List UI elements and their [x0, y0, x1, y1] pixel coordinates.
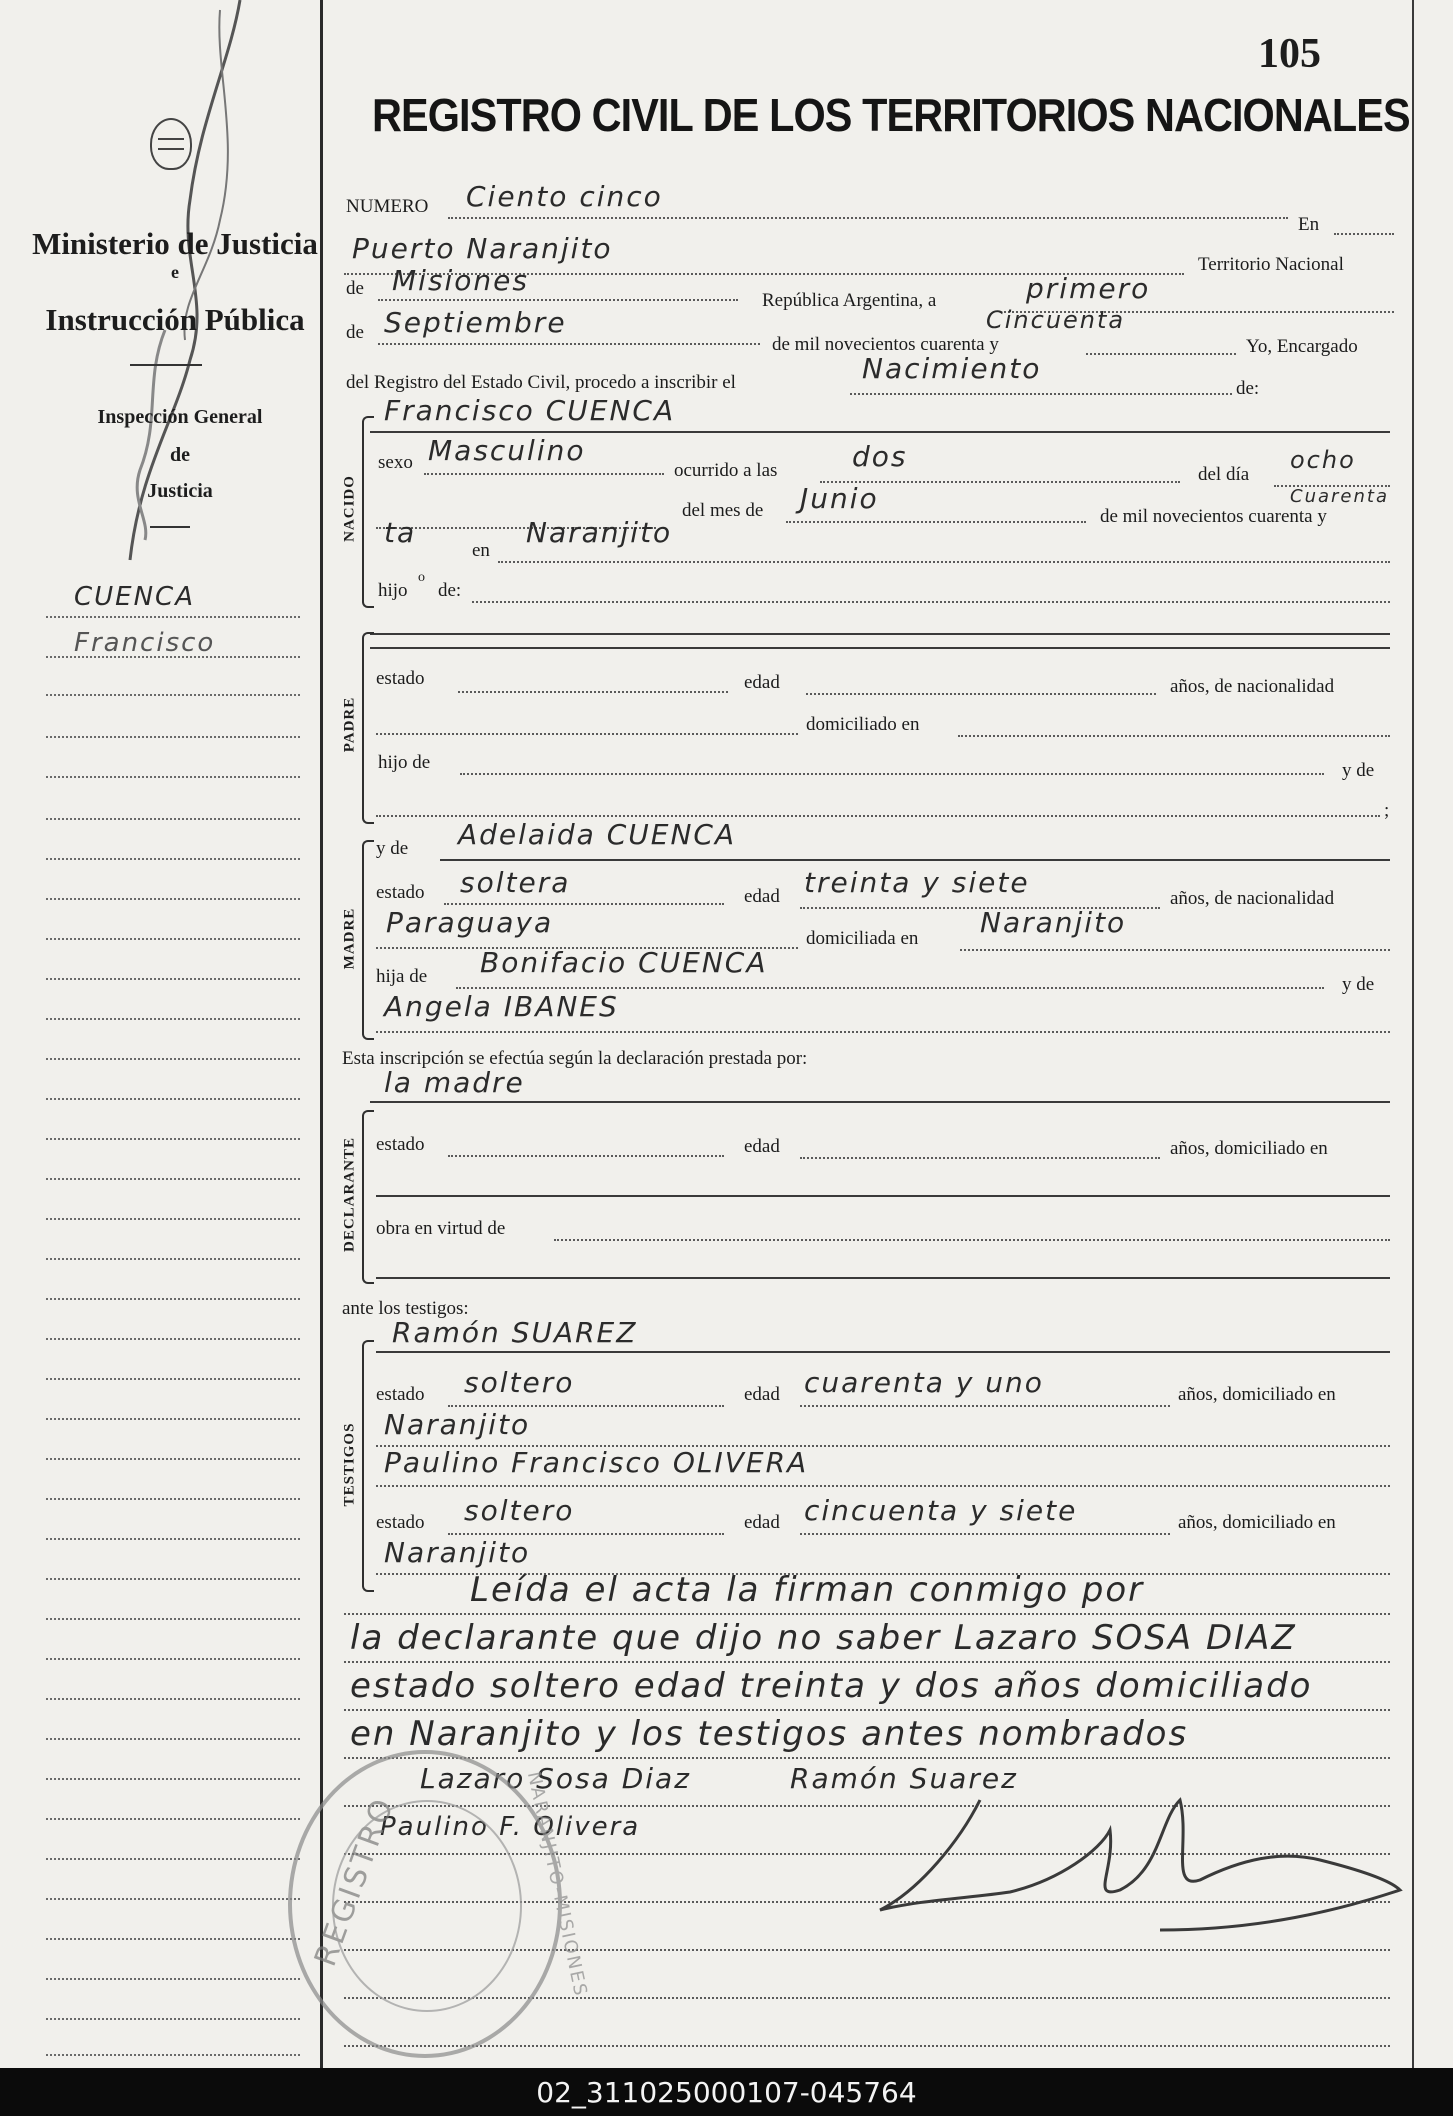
margin-line [46, 694, 300, 696]
dotted-line [378, 342, 760, 345]
signature-sosa-diaz: Lazaro Sosa Diaz [420, 1762, 691, 1795]
margin-line [46, 978, 300, 980]
anos-label: años, de nacionalidad [1170, 676, 1335, 697]
del-dia-label: del día [1198, 464, 1250, 485]
margin-line [46, 1978, 300, 1980]
dotted-line [1334, 232, 1394, 235]
de-colon-label: de: [438, 580, 462, 601]
signature-ramon-suarez: Ramón Suarez [790, 1762, 1018, 1795]
footer-bar [0, 2068, 1453, 2116]
de-colon-label: de: [1236, 378, 1260, 399]
day-value: primero [1026, 272, 1151, 305]
anos-label: años, domiciliado en [1178, 1512, 1336, 1533]
solid-line [376, 1350, 1390, 1353]
dotted-line [376, 1484, 1390, 1487]
act-type-value: Nacimiento [862, 352, 1042, 385]
year-label: de mil novecientos cuarenta y [1100, 506, 1327, 527]
inspection-line2: de [170, 444, 190, 466]
dotted-line [498, 560, 1390, 563]
dotted-line [448, 1154, 724, 1157]
dotted-line [1086, 352, 1236, 355]
dotted-line [344, 2044, 1390, 2047]
witness2-domicile: Naranjito [384, 1536, 531, 1569]
edad-label: edad [744, 1384, 780, 1405]
margin-line [46, 1018, 300, 1020]
margin-line [46, 1818, 300, 1820]
day-of-birth-value: ocho [1290, 446, 1356, 474]
year-suffix-value: ta [384, 516, 417, 549]
dotted-line [448, 1404, 724, 1407]
dotted-line [800, 1532, 1170, 1535]
margin-line [46, 616, 300, 618]
birth-place-value: Naranjito [526, 516, 673, 549]
hijo-de-label: hijo de [378, 752, 431, 773]
month-value: Septiembre [384, 306, 567, 339]
solid-line [376, 1276, 1390, 1279]
margin-line [46, 1098, 300, 1100]
edad-label: edad [744, 672, 780, 693]
y-de-label: y de [1342, 974, 1375, 995]
en-label: en [472, 540, 490, 561]
margin-line [46, 1938, 300, 1940]
margin-line [46, 1778, 300, 1780]
solid-line [370, 646, 1390, 649]
y-de-label: y de [1342, 760, 1375, 781]
mother-name: Adelaida CUENCA [458, 818, 737, 851]
margin-line [46, 1258, 300, 1260]
numero-label: NUMERO [346, 196, 429, 217]
margin-given-name: Francisco [74, 628, 216, 658]
dotted-line [958, 734, 1390, 737]
registro-label: del Registro del Estado Civil, procedo a inscribir el [346, 372, 736, 393]
margin-line [46, 1378, 300, 1380]
ministry-name-line1: Ministerio de Justicia [32, 226, 318, 261]
margin-line [46, 858, 300, 860]
inspection-line3: Justicia [147, 480, 213, 502]
hija-de-label: hija de [376, 966, 428, 987]
dotted-line [850, 392, 1240, 395]
month-of-birth-value: Junio [800, 482, 879, 515]
margin-line [46, 1698, 300, 1700]
maternal-grandfather-value: Bonifacio CUENCA [480, 946, 768, 979]
y-de-label: y de [376, 838, 409, 859]
edad-label: edad [744, 1512, 780, 1533]
dotted-line [448, 216, 1288, 219]
margin-line [46, 1338, 300, 1340]
signature-olivera: Paulino F. Olivera [380, 1812, 641, 1842]
margin-column [0, 0, 322, 2068]
dotted-line [960, 948, 1390, 951]
numero-value: Ciento cinco [466, 180, 663, 213]
dotted-line [800, 1404, 1170, 1407]
dotted-line [786, 520, 1086, 523]
obra-label: obra en virtud de [376, 1218, 506, 1239]
margin-line [46, 1418, 300, 1420]
anos-label: años, domiciliado en [1178, 1384, 1336, 1405]
coat-of-arms-icon [150, 118, 192, 170]
de-label: de [346, 278, 364, 299]
solid-line [376, 1194, 1390, 1197]
margin-rule [320, 0, 323, 2068]
margin-line [46, 1658, 300, 1660]
witness2-estado: soltero [464, 1494, 575, 1527]
section-bracket [362, 632, 374, 824]
dotted-line [344, 1612, 1390, 1615]
margin-surname: CUENCA [74, 582, 196, 612]
edad-label: edad [744, 886, 780, 907]
margin-line [46, 1898, 300, 1900]
semicolon: ; [1384, 800, 1390, 821]
dotted-line [458, 690, 728, 693]
yo-encargado-label: Yo, Encargado [1246, 336, 1358, 357]
testigos-intro: ante los testigos: [342, 1298, 469, 1319]
mother-estado-value: soltera [460, 866, 571, 899]
dotted-line [376, 814, 1380, 817]
annotation-line2: la declarante que dijo no saber Lazaro SOSA DIAZ [350, 1618, 1297, 1658]
dotted-line [378, 298, 738, 301]
madre-side-label: MADRE [341, 907, 358, 970]
year-label: de mil novecientos cuarenta y [772, 334, 999, 355]
solid-line [370, 632, 1390, 635]
stamp-text-right: NARANJITO-MISIONES [522, 1769, 592, 2000]
place-value: Puerto Naranjito [352, 232, 613, 265]
estado-label: estado [376, 668, 425, 689]
margin-line [46, 1218, 300, 1220]
nacido-side-label: NACIDO [341, 475, 358, 542]
province-value: Misiones [392, 264, 529, 297]
margin-line [46, 938, 300, 940]
margin-line [46, 736, 300, 738]
margin-line [46, 2018, 300, 2020]
year-of-birth-value: Cuarenta [1290, 486, 1389, 507]
margin-line [46, 1538, 300, 1540]
estado-label: estado [376, 1134, 425, 1155]
section-bracket [362, 416, 374, 608]
dotted-line [554, 1238, 1390, 1241]
section-bracket [362, 1110, 374, 1284]
domiciliada-label: domiciliada en [806, 928, 919, 949]
dotted-line [806, 692, 1156, 695]
sexo-label: sexo [378, 452, 413, 473]
territorio-label: Territorio Nacional [1198, 254, 1344, 275]
del-mes-label: del mes de [682, 500, 764, 521]
de-label: de [346, 322, 364, 343]
page-number: 105 [1258, 31, 1321, 77]
divider [130, 364, 202, 366]
hour-value: dos [852, 440, 908, 473]
margin-line [46, 1298, 300, 1300]
anos-label: años, de nacionalidad [1170, 888, 1335, 909]
en-label: En [1298, 214, 1320, 235]
dotted-line [424, 472, 664, 475]
testigos-side-label: TESTIGOS [341, 1422, 358, 1507]
annotation-line4: en Naranjito y los testigos antes nombrados [350, 1714, 1189, 1754]
dotted-line [472, 600, 1390, 603]
dotted-line [444, 902, 724, 905]
right-rule [1412, 0, 1414, 2068]
estado-label: estado [376, 882, 425, 903]
solid-line [440, 858, 1390, 861]
document-id: 02_311025000107-045764 [536, 2076, 917, 2109]
annotation-line3: estado soltero edad treinta y dos años domiciliado [350, 1666, 1313, 1706]
solid-line [370, 430, 1390, 433]
dotted-line [456, 986, 1324, 989]
mother-edad-value: treinta y siete [804, 866, 1030, 899]
republica-label: República Argentina, a [762, 290, 937, 311]
estado-label: estado [376, 1512, 425, 1533]
dotted-line [344, 1708, 1390, 1711]
estado-label: estado [376, 1384, 425, 1405]
margin-line [46, 1498, 300, 1500]
sexo-value: Masculino [428, 434, 586, 467]
witness1-edad: cuarenta y uno [804, 1366, 1044, 1399]
margin-line [46, 1858, 300, 1860]
margin-line [46, 1618, 300, 1620]
padre-side-label: PADRE [341, 696, 358, 753]
margin-line [46, 1178, 300, 1180]
form-title: REGISTRO CIVIL DE LOS TERRITORIOS NACIONALES [372, 89, 1410, 141]
dotted-line [344, 1660, 1390, 1663]
declaration-intro: Esta inscripción se efectúa según la declaración prestada por: [342, 1048, 808, 1069]
ministry-name-line2: Instrucción Pública [45, 302, 305, 337]
domiciliado-label: domiciliado en [806, 714, 920, 735]
declarante-side-label: DECLARANTE [341, 1137, 358, 1253]
margin-line [46, 656, 300, 658]
margin-line [46, 1578, 300, 1580]
anos-label: años, domiciliado en [1170, 1138, 1328, 1159]
edad-label: edad [744, 1136, 780, 1157]
registry-stamp [288, 1750, 592, 2058]
dotted-line [448, 1532, 724, 1535]
witness1-name: Ramón SUAREZ [392, 1316, 638, 1349]
dotted-line [460, 772, 1324, 775]
dotted-line [376, 1030, 1390, 1033]
margin-line [46, 1058, 300, 1060]
mother-domicile-value: Naranjito [980, 906, 1127, 939]
hijo-suffix: o [418, 570, 425, 585]
registrar-signature [860, 1780, 1420, 1940]
section-bracket [362, 1340, 374, 1592]
margin-line [46, 818, 300, 820]
year-value: Cincuenta [986, 306, 1126, 334]
child-name: Francisco CUENCA [384, 394, 676, 427]
section-bracket [362, 840, 374, 1040]
margin-line [46, 1458, 300, 1460]
witness1-domicile: Naranjito [384, 1408, 531, 1441]
witness1-estado: soltero [464, 1366, 575, 1399]
margin-line [46, 776, 300, 778]
margin-line [46, 2054, 300, 2056]
hijo-label: hijo [378, 580, 408, 601]
annotation-line1: Leída el acta la firman conmigo por [470, 1570, 1145, 1610]
ocurrido-label: ocurrido a las [674, 460, 778, 481]
margin-line [46, 1138, 300, 1140]
ministry-conjunction: e [171, 262, 179, 282]
margin-line [46, 898, 300, 900]
dotted-line [344, 1756, 1390, 1759]
inspection-line1: Inspección General [97, 406, 263, 428]
maternal-grandmother-value: Angela IBANES [384, 990, 619, 1023]
dotted-line [800, 1156, 1160, 1159]
witness2-name: Paulino Francisco OLIVERA [384, 1446, 809, 1479]
margin-line [46, 1738, 300, 1740]
divider [150, 526, 190, 528]
witness2-edad: cincuenta y siete [804, 1494, 1078, 1527]
declarant-value: la madre [384, 1066, 525, 1099]
dotted-line [376, 732, 798, 735]
stamp-text-left: REGISTRO [308, 1792, 402, 1971]
mother-nationality-value: Paraguaya [386, 906, 554, 939]
solid-line [370, 1100, 1390, 1103]
